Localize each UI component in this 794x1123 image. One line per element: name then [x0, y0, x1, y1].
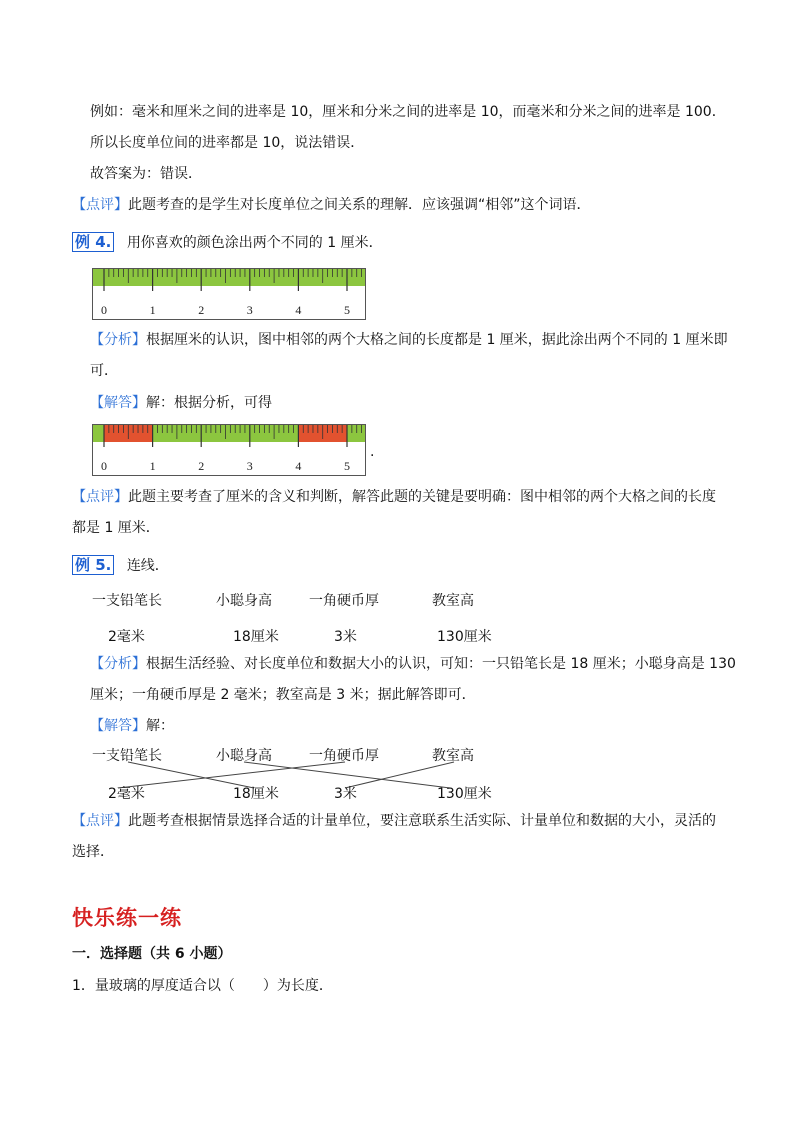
answer-bottom-item: 18厘米 — [233, 786, 279, 802]
ruler-tick-label: 1 — [149, 303, 156, 317]
answer-text: 解：根据分析，可得 — [146, 395, 272, 411]
ruler-tick-label: 5 — [344, 459, 350, 473]
match-top-item: 一角硬币厚 — [309, 593, 379, 609]
match-top-row — [0, 590, 794, 610]
practice-title: 快乐练一练 — [72, 906, 182, 930]
answer-period: . — [370, 444, 375, 460]
ruler-tick-label: 4 — [295, 303, 302, 317]
match-bottom-item: 2毫米 — [108, 629, 145, 645]
text-line: 厘米；一角硬币厚是 2 毫米；教室高是 3 米；据此解答即可． — [90, 687, 476, 703]
ruler-tick-label: 4 — [295, 459, 302, 473]
example-question: 用你喜欢的颜色涂出两个不同的 1 厘米． — [126, 235, 383, 251]
answer-top-item: 教室高 — [432, 748, 474, 764]
answer-bottom-item: 3米 — [334, 786, 357, 802]
answer-tag: 【解答】 — [90, 395, 146, 411]
answer-line — [90, 716, 174, 736]
question-1: 1．量玻璃的厚度适合以（ ）为长度． — [72, 978, 333, 994]
match-bottom-row — [0, 626, 794, 646]
analysis-tag: 【分析】 — [90, 656, 146, 672]
text-line: 所以长度单位间的进率都是 10，说法错误． — [90, 135, 365, 151]
ruler-tick-label: 0 — [101, 303, 107, 317]
match-top-item: 教室高 — [432, 593, 474, 609]
example-4-heading — [72, 232, 383, 253]
answer-bottom-item: 130厘米 — [437, 786, 492, 802]
review-line — [72, 811, 716, 831]
answer-text: 解： — [146, 718, 174, 734]
answer-top-item: 小聪身高 — [216, 748, 272, 764]
review-tag: 【点评】 — [72, 813, 128, 829]
review-line — [72, 195, 591, 215]
example-5-heading — [72, 555, 169, 576]
text-line: 例如：毫米和厘米之间的进率是 10，厘米和分米之间的进率是 10，而毫米和分米之间的进率是 100． — [90, 104, 726, 120]
answer-bottom-row — [0, 783, 794, 803]
ruler-tick-label: 2 — [198, 303, 205, 317]
answer-tag: 【解答】 — [90, 718, 146, 734]
ruler-tick-label: 3 — [246, 459, 253, 473]
match-bottom-item: 18厘米 — [233, 629, 279, 645]
ruler-tick-label: 1 — [149, 459, 156, 473]
answer-top-item: 一角硬币厚 — [309, 748, 379, 764]
answer-top-item: 一支铅笔长 — [92, 748, 162, 764]
ruler-tick-label: 3 — [246, 303, 253, 317]
text-line: 故答案为：错误． — [90, 166, 202, 182]
example-label: 例 4. — [72, 232, 114, 252]
match-bottom-item: 3米 — [334, 629, 357, 645]
analysis-line — [90, 330, 728, 350]
example-label: 例 5. — [72, 555, 114, 575]
match-top-item: 小聪身高 — [216, 593, 272, 609]
ruler-tick-label: 2 — [198, 459, 205, 473]
ruler-tick-label: 0 — [101, 459, 107, 473]
analysis-text: 根据生活经验、对长度单位和数据大小的认识，可知：一只铅笔长是 18 厘米；小聪身高是 130 — [146, 656, 736, 672]
ruler-blank — [92, 268, 366, 320]
review-text: 此题主要考查了厘米的含义和判断，解答此题的关键是要明确：图中相邻的两个大格之间的长度 — [128, 489, 716, 505]
match-bottom-item: 130厘米 — [437, 629, 492, 645]
section-heading: 一．选择题（共 6 小题） — [72, 946, 232, 962]
ruler-colored — [92, 424, 366, 476]
ruler-tick-label: 5 — [344, 303, 350, 317]
text-line: 都是 1 厘米． — [72, 520, 160, 536]
text-line: 可． — [90, 363, 118, 379]
review-text: 此题考查的是学生对长度单位之间关系的理解．应该强调“相邻”这个词语． — [128, 197, 591, 213]
example-question: 连线． — [126, 558, 169, 574]
review-tag: 【点评】 — [72, 197, 128, 213]
answer-bottom-item: 2毫米 — [108, 786, 145, 802]
text-line: 选择． — [72, 844, 114, 860]
answer-line — [90, 393, 272, 413]
review-text: 此题考查根据情景选择合适的计量单位，要注意联系生活实际、计量单位和数据的大小，灵活的 — [128, 813, 716, 829]
analysis-line — [90, 654, 736, 674]
review-tag: 【点评】 — [72, 489, 128, 505]
match-top-item: 一支铅笔长 — [92, 593, 162, 609]
review-line — [72, 487, 716, 507]
analysis-text: 根据厘米的认识，图中相邻的两个大格之间的长度都是 1 厘米，据此涂出两个不同的 1 厘米即 — [146, 332, 728, 348]
ruler-color-bar — [93, 269, 365, 286]
analysis-tag: 【分析】 — [90, 332, 146, 348]
